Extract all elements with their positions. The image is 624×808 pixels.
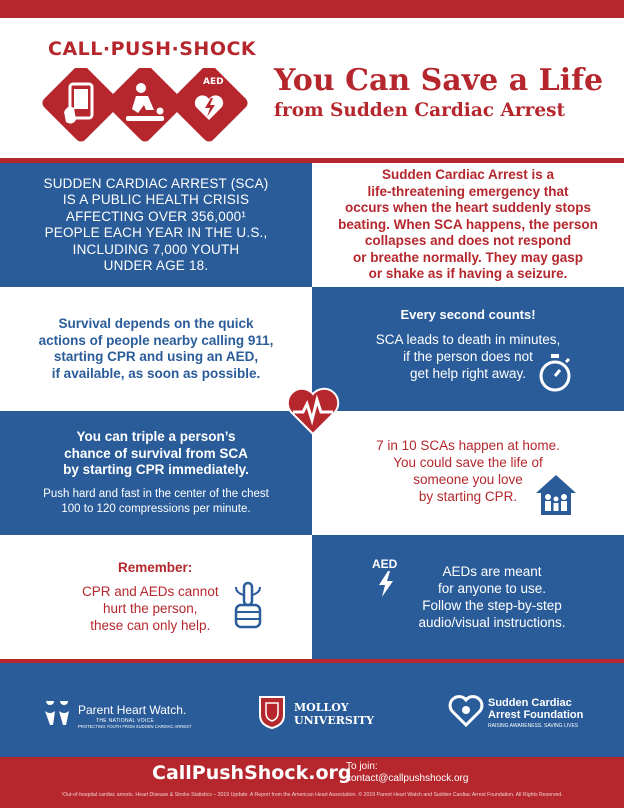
sca-definition-panel: [312, 163, 624, 287]
parent-heart-watch-name: Parent Heart Watch.: [78, 703, 187, 717]
contact-email-link[interactable]: contact@callpushshock.org: [346, 773, 469, 784]
every-second-title: Every second counts!: [400, 307, 536, 322]
text-line: UNDER AGE 18.: [103, 258, 209, 273]
text-line: beating. When SCA happens, the person: [338, 216, 598, 232]
text-line: PEOPLE EACH YEAR IN THE U.S.,: [44, 225, 268, 240]
triple-survival-title: [63, 429, 249, 479]
text-line: life-threatening emergency that: [367, 183, 569, 199]
every-second-panel: [312, 287, 624, 411]
survival-text: [39, 316, 274, 382]
join-contact: [346, 761, 468, 785]
text-line: for anyone to use.: [437, 581, 547, 596]
text-line: Survival depends on the quick: [58, 316, 254, 331]
text-line: hurt the person,: [103, 600, 198, 616]
molloy-shield-icon: [258, 695, 286, 729]
home-text: [376, 437, 560, 505]
text-line: Sudden Cardiac Arrest is a: [381, 167, 555, 183]
text-line: AFFECTING OVER 356,000¹: [65, 208, 247, 224]
text-line: by starting CPR immediately.: [63, 462, 249, 478]
triple-survival-panel: [0, 411, 312, 535]
stopwatch-icon: [538, 353, 572, 393]
compression-instructions: [43, 487, 269, 517]
parent-heart-watch-logo-icon: [42, 701, 72, 727]
text-line: CPR and AEDs cannot: [82, 583, 219, 599]
text-line: Push hard and fast in the center of the chest: [43, 487, 269, 500]
text-line: someone you love: [413, 472, 523, 487]
scaf-name-line2: Arrest Foundation: [488, 709, 584, 721]
join-label: To join:: [346, 761, 378, 772]
sca-crisis-panel: [0, 163, 312, 287]
aed-icon: [372, 557, 397, 600]
remember-panel: [0, 535, 312, 659]
text-line: 100 to 120 compressions per minute.: [61, 502, 251, 515]
text-line: if the person does not: [403, 349, 533, 364]
aed-icon-label: AED: [372, 557, 398, 571]
remember-title: Remember:: [118, 560, 193, 576]
home-family-icon: [534, 473, 578, 517]
text-line: SCA leads to death in minutes,: [375, 332, 561, 347]
text-line: AEDs are meant: [442, 564, 542, 579]
scaf-tagline: RAISING AWARENESS. SAVING LIVES: [488, 723, 579, 729]
brand-wordmark: CALL·PUSH·SHOCK: [48, 38, 257, 60]
partner-logos: [0, 663, 624, 757]
text-line: IS A PUBLIC HEALTH CRISIS: [62, 192, 250, 207]
parent-heart-watch-tagline: THE NATIONAL VOICE: [96, 718, 155, 724]
fine-print: ¹Out-of-hospital cardiac arrests. Heart Disease & Stroke Statistics – 2019 Update: A Report from the American Heart Association. © 2019 Parent Heart Watch and Sudden Cardiac Arrest Foundation. All Rights Reserved.: [61, 792, 563, 798]
aed-label: AED: [203, 77, 224, 87]
every-second-text: [376, 331, 561, 382]
scaf-heart-icon: [448, 693, 484, 727]
call-push-shock-icons: [40, 68, 252, 150]
scaf-name-line1: Sudden Cardiac: [488, 697, 572, 709]
lightning-icon: [377, 571, 395, 597]
website-link[interactable]: CallPushShock.org: [152, 762, 352, 784]
finger-reminder-icon: [232, 581, 264, 631]
parent-heart-watch-tagline-2: PROTECTING YOUTH FROM SUDDEN CARDIAC ARREST: [78, 724, 192, 729]
text-line: starting CPR and using an AED,: [53, 349, 259, 364]
text-line: occurs when the heart suddenly stops: [344, 200, 592, 216]
text-line: audio/visual instructions.: [418, 615, 566, 630]
sca-definition-text: [338, 167, 598, 283]
page-subtitle: from Sudden Cardiac Arrest: [274, 100, 566, 121]
top-accent-bar: [0, 0, 624, 18]
survival-panel: [0, 287, 312, 411]
text-line: You could save the life of: [393, 455, 543, 470]
heartbeat-icon: [285, 384, 341, 436]
text-line: get help right away.: [409, 366, 527, 381]
text-line: or shake as if having a seizure.: [368, 266, 568, 282]
text-line: these can only help.: [90, 617, 211, 633]
text-line: actions of people nearby calling 911,: [38, 332, 274, 348]
home-panel: [312, 411, 624, 535]
page-title: You Can Save a Life: [274, 63, 604, 98]
text-line: if available, as soon as possible.: [51, 365, 261, 381]
sca-crisis-text: [44, 176, 269, 275]
header: [0, 18, 624, 158]
text-line: or breathe normally. They may gasp: [352, 249, 584, 265]
text-line: by starting CPR.: [418, 489, 518, 504]
text-line: You can triple a person’s: [76, 429, 236, 445]
molloy-university: UNIVERSITY: [294, 714, 374, 727]
aed-text: [418, 563, 565, 631]
text-line: collapses and does not respond: [364, 233, 572, 249]
text-line: chance of survival from SCA: [64, 445, 248, 461]
text-line: Follow the step-by-step: [422, 598, 562, 613]
aed-panel: [312, 535, 624, 659]
text-line: SUDDEN CARDIAC ARREST (SCA): [43, 175, 269, 191]
text-line: INCLUDING 7,000 YOUTH: [72, 241, 240, 257]
molloy-name: MOLLOY: [294, 701, 349, 714]
text-line: 7 in 10 SCAs happen at home.: [376, 438, 560, 453]
remember-text: [82, 583, 219, 634]
